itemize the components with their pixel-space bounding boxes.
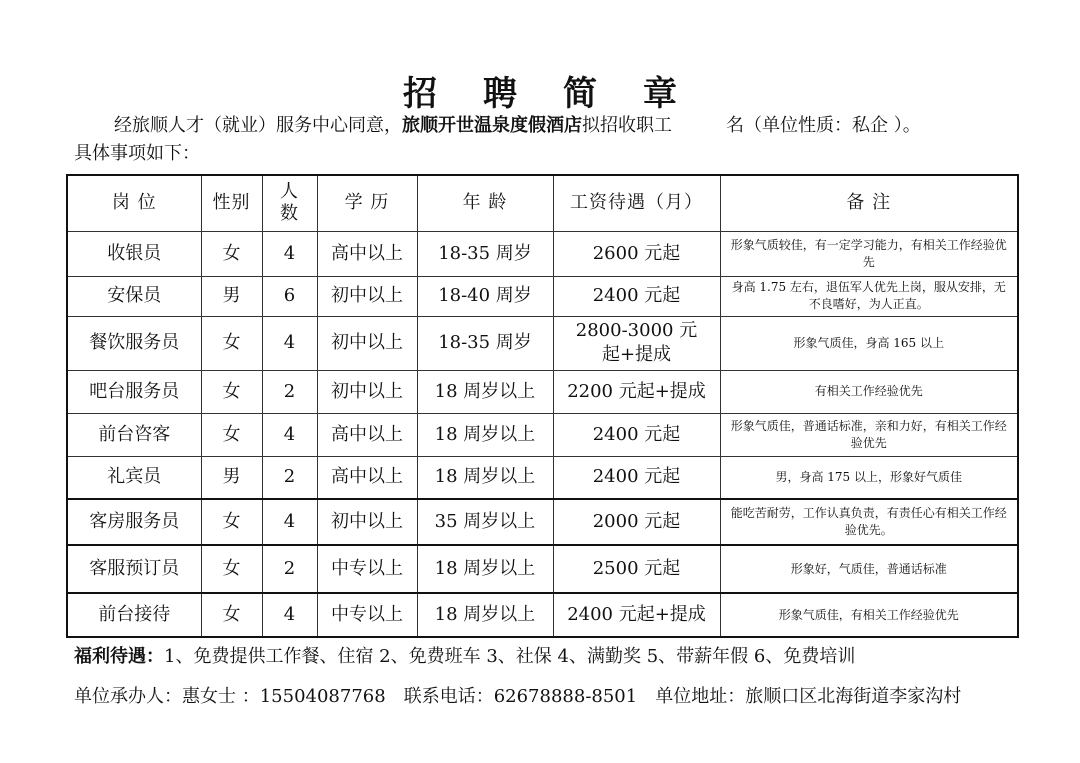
cell-count: 4 [262,593,317,637]
table-row [67,593,1018,637]
cell-notes: 形象好，气质佳，普通话标准 [720,545,1018,593]
contact-phone: 联系电话：62678888-8501 [403,686,638,707]
cell-salary: 2400 元起+提成 [553,593,720,637]
cell-gender: 女 [201,231,262,276]
table-row [67,370,1018,413]
cell-education: 初中以上 [317,276,417,316]
cell-age: 18 周岁以上 [417,593,553,637]
cell-position: 客服预订员 [67,545,201,593]
table-row [67,456,1018,499]
cell-position: 餐饮服务员 [67,316,201,370]
cell-salary: 2800-3000 元起+提成 [553,316,720,370]
cell-position: 礼宾员 [67,456,201,499]
cell-position: 客房服务员 [67,499,201,545]
cell-education: 初中以上 [317,370,417,413]
cell-count: 4 [262,499,317,545]
benefits-line [74,644,1024,670]
contact-line [74,684,1024,710]
cell-notes: 有相关工作经验优先 [720,370,1018,413]
cell-salary: 2400 元起 [553,456,720,499]
cell-count: 6 [262,276,317,316]
header-count [262,175,317,231]
cell-salary: 2400 元起 [553,276,720,316]
cell-gender: 女 [201,545,262,593]
cell-notes: 形象气质佳，有相关工作经验优先 [720,593,1018,637]
cell-age: 18 周岁以上 [417,370,553,413]
header-age: 年 龄 [417,175,553,231]
cell-count: 4 [262,316,317,370]
cell-age: 18-40 周岁 [417,276,553,316]
cell-position: 吧台服务员 [67,370,201,413]
cell-gender: 女 [201,593,262,637]
page-title: 招聘简章 [403,74,723,114]
table-row [67,545,1018,593]
header-count-bottom: 数 [280,203,299,225]
cell-notes: 能吃苦耐劳，工作认真负责，有责任心有相关工作经验优先。 [720,499,1018,545]
cell-salary: 2600 元起 [553,231,720,276]
cell-education: 高中以上 [317,413,417,456]
cell-salary: 2000 元起 [553,499,720,545]
cell-education: 高中以上 [317,231,417,276]
cell-position: 安保员 [67,276,201,316]
cell-notes: 形象气质较佳，有一定学习能力，有相关工作经验优先 [720,231,1018,276]
cell-position: 前台咨客 [67,413,201,456]
table-row [67,316,1018,370]
cell-notes: 形象气质佳，普通话标准，亲和力好，有相关工作经验优先 [720,413,1018,456]
cell-notes: 形象气质佳，身高 165 以上 [720,316,1018,370]
cell-position: 收银员 [67,231,201,276]
table-row [67,413,1018,456]
cell-count: 4 [262,231,317,276]
cell-gender: 女 [201,499,262,545]
header-education: 学 历 [317,175,417,231]
table-row [67,231,1018,276]
intro-paragraph [74,112,1024,168]
cell-count: 2 [262,545,317,593]
cell-age: 18-35 周岁 [417,316,553,370]
hotel-name: 旅顺开世温泉度假酒店 [402,115,582,136]
cell-age: 18 周岁以上 [417,413,553,456]
cell-education: 高中以上 [317,456,417,499]
cell-salary: 2400 元起 [553,413,720,456]
cell-gender: 男 [201,276,262,316]
cell-age: 35 周岁以上 [417,499,553,545]
cell-education: 初中以上 [317,499,417,545]
cell-count: 4 [262,413,317,456]
benefits-label: 福利待遇： [74,646,164,667]
cell-position: 前台接待 [67,593,201,637]
table-header-row [67,175,1018,231]
cell-education: 初中以上 [317,316,417,370]
cell-notes: 身高 1.75 左右，退伍军人优先上岗，服从安排，无不良嗜好，为人正直。 [720,276,1018,316]
header-gender: 性别 [201,175,262,231]
cell-gender: 女 [201,413,262,456]
cell-gender: 女 [201,316,262,370]
intro-line-1 [74,112,1024,140]
header-count-top: 人 [280,181,299,203]
cell-education: 中专以上 [317,593,417,637]
intro-part-1: 经旅顺人才（就业）服务中心同意， [114,115,402,136]
table-row [67,499,1018,545]
intro-line-2: 具体事项如下： [74,143,200,164]
cell-gender: 男 [201,456,262,499]
header-notes: 备 注 [720,175,1018,231]
job-table [66,174,1019,638]
table-row [67,276,1018,316]
benefits-text: 1、免费提供工作餐、住宿 2、免费班车 3、社保 4、满勤奖 5、带薪年假 6、免费培训 [164,646,856,667]
cell-education: 中专以上 [317,545,417,593]
cell-count: 2 [262,456,317,499]
cell-age: 18 周岁以上 [417,545,553,593]
cell-gender: 女 [201,370,262,413]
header-position: 岗 位 [67,175,201,231]
cell-age: 18 周岁以上 [417,456,553,499]
intro-part-3: 名（单位性质：私企 ）。 [726,115,921,136]
contact-organizer: 单位承办人：惠女士 ：15504087768 [74,686,386,707]
cell-notes: 男，身高 175 以上，形象好气质佳 [720,456,1018,499]
cell-salary: 2200 元起+提成 [553,370,720,413]
contact-address: 单位地址：旅顺口区北海街道李家沟村 [655,686,962,707]
intro-part-2: 拟招收职工 [582,115,672,136]
cell-count: 2 [262,370,317,413]
header-salary: 工资待遇（月） [553,175,720,231]
cell-salary: 2500 元起 [553,545,720,593]
cell-age: 18-35 周岁 [417,231,553,276]
